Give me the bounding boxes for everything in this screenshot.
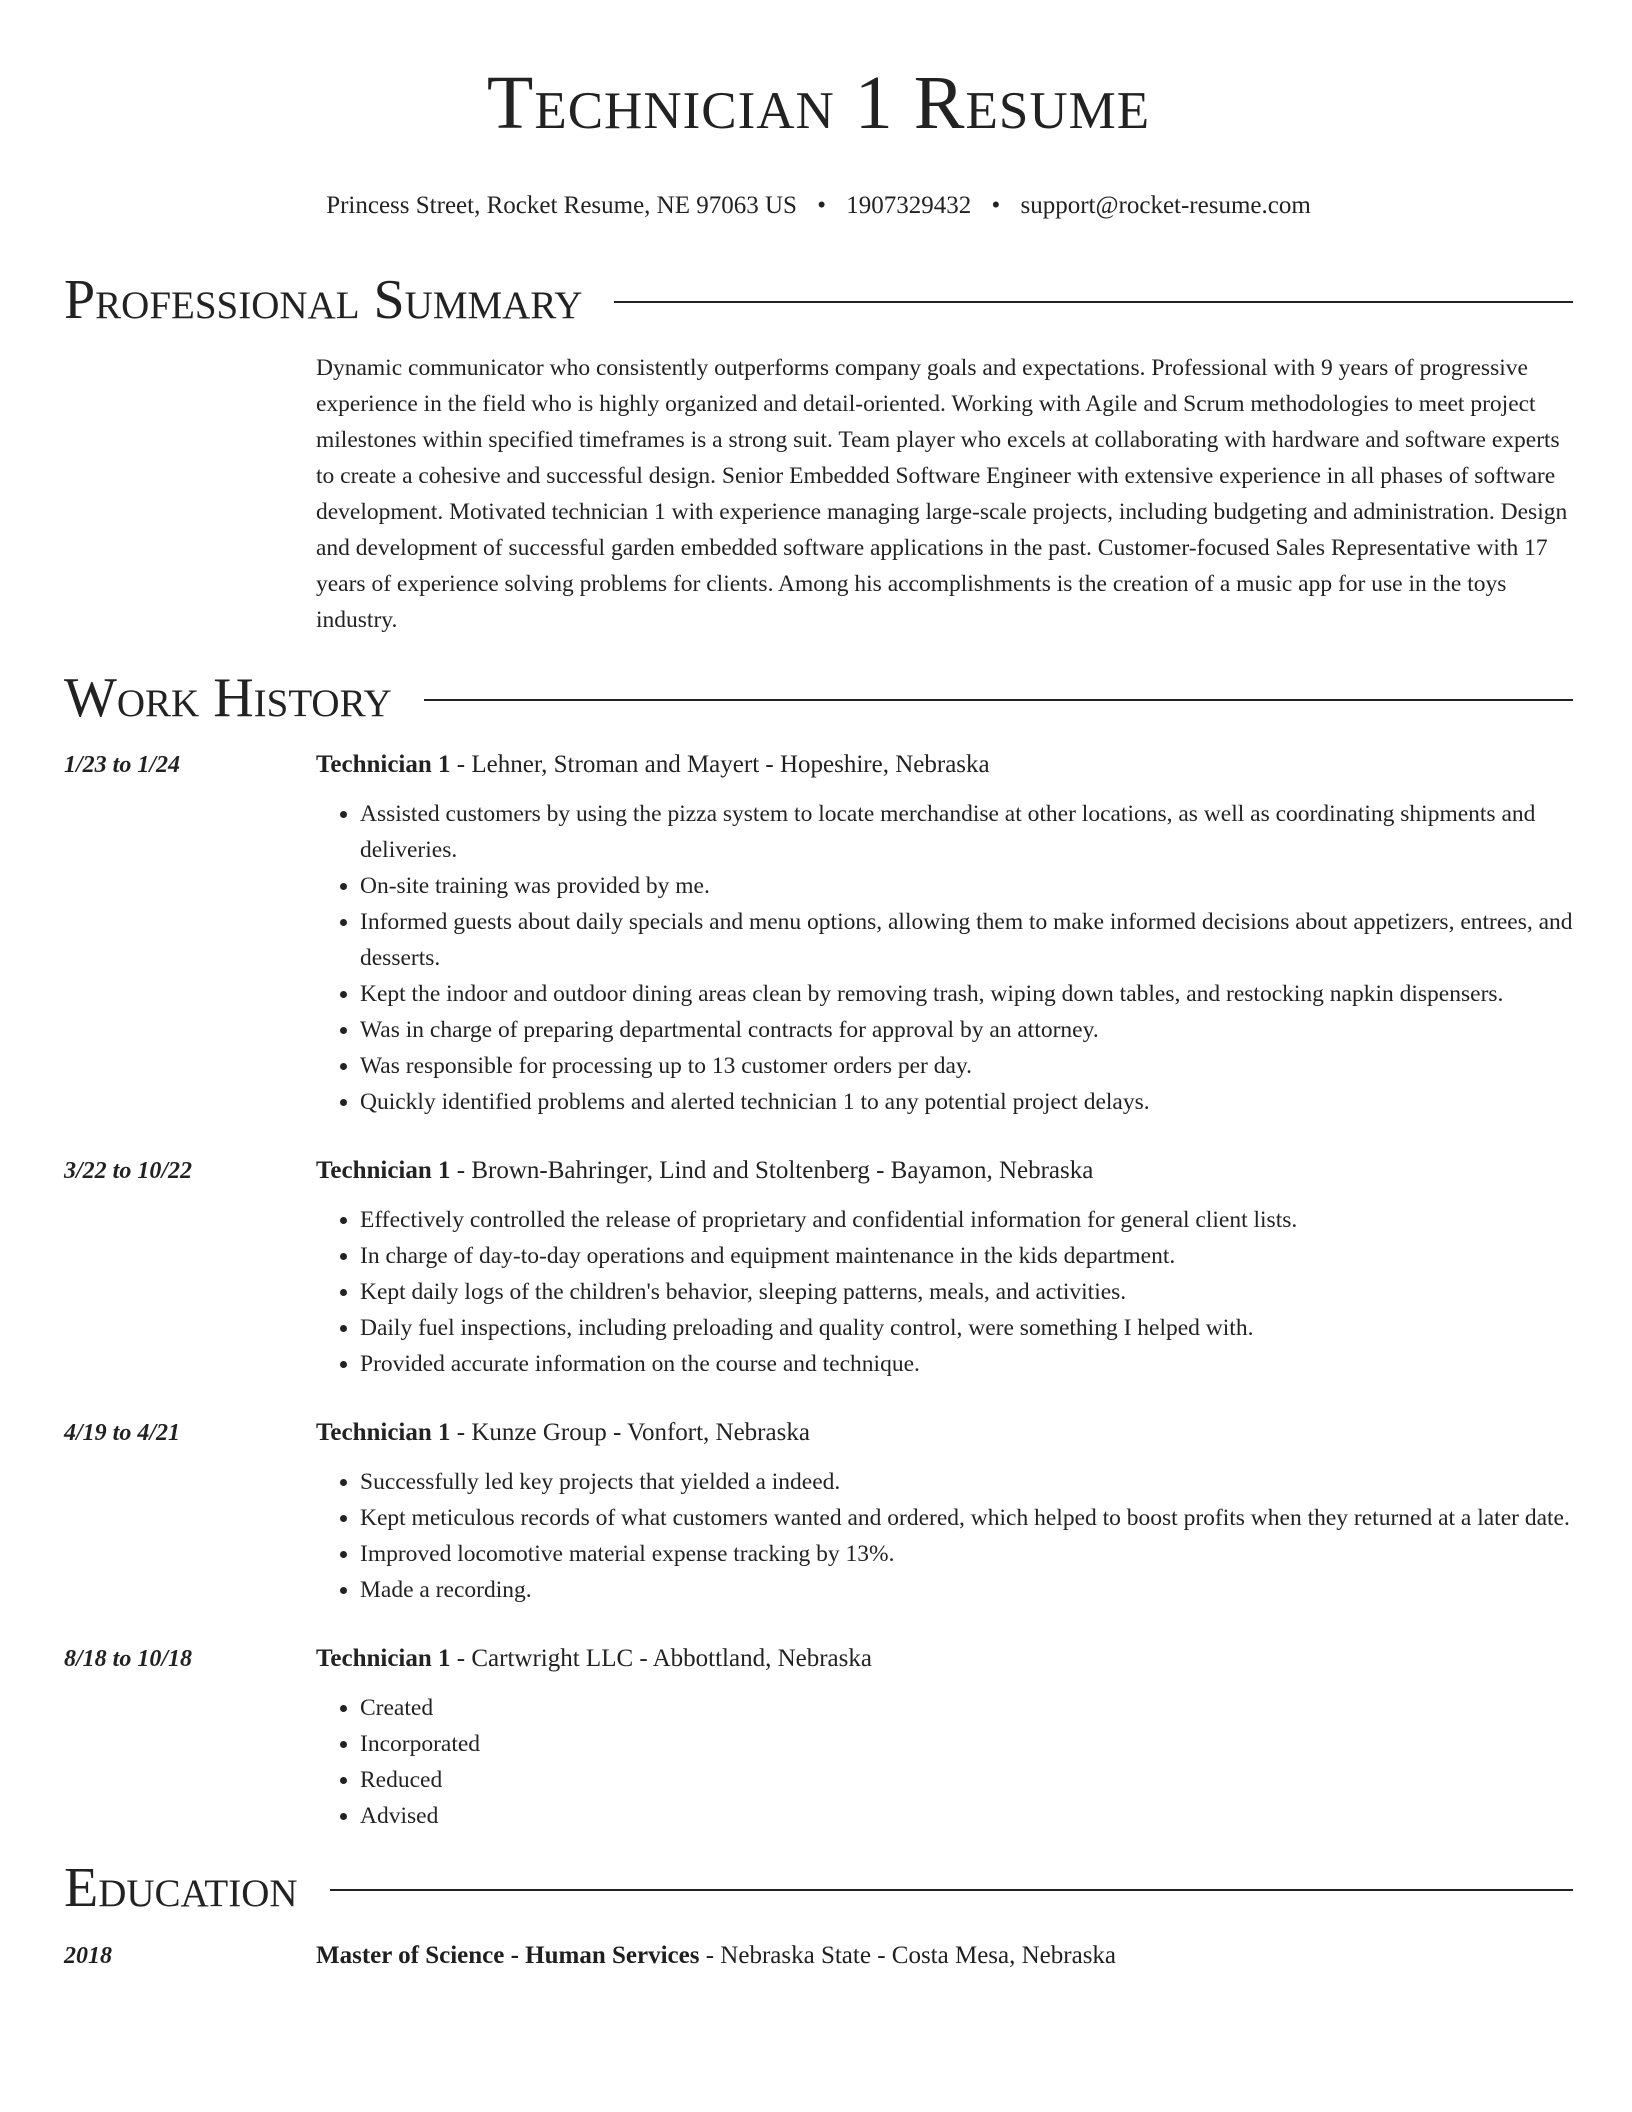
job-bullet: • Advised xyxy=(360,1798,1573,1834)
job-bullet: • Made a recording. xyxy=(360,1572,1573,1608)
job-title-line xyxy=(316,1150,1573,1192)
job-bullet: • Kept meticulous records of what customers wanted and ordered, which helped to boost profits when they returned at a later date. xyxy=(360,1500,1573,1536)
job-bullets xyxy=(316,796,1573,1120)
contact-phone: 1907329432 xyxy=(846,192,972,219)
job-role: Technician 1 xyxy=(316,1419,451,1446)
job-bullet: • Was in charge of preparing departmental contracts for approval by an attorney. xyxy=(360,1012,1573,1048)
section-divider xyxy=(330,1889,1573,1891)
contact-separator: • xyxy=(817,192,826,219)
job-entry xyxy=(64,1638,1573,1834)
job-employer: - Kunze Group - Vonfort, Nebraska xyxy=(450,1419,810,1446)
summary-section-header xyxy=(64,268,1573,332)
job-bullet: • Informed guests about daily specials and menu options, allowing them to make informed decisions about appetizers, entrees, and desserts. xyxy=(360,904,1573,976)
contact-line xyxy=(64,188,1573,224)
job-dates: 4/19 to 4/21 xyxy=(64,1420,181,1446)
job-bullet: • Assisted customers by using the pizza system to locate merchandise at other locations, as well as coordinating shipments and deliveries. xyxy=(360,796,1573,868)
job-dates: 3/22 to 10/22 xyxy=(64,1158,193,1184)
job-entry xyxy=(64,1150,1573,1382)
job-bullet: • Effectively controlled the release of proprietary and confidential information for general client lists. xyxy=(360,1202,1573,1238)
job-bullets xyxy=(316,1690,1573,1834)
job-bullet: • Was responsible for processing up to 13 customer orders per day. xyxy=(360,1048,1573,1084)
job-bullet: • Created xyxy=(360,1690,1573,1726)
job-title-line xyxy=(316,1412,1573,1454)
contact-email: support@rocket-resume.com xyxy=(1020,192,1311,219)
job-bullet: • Kept daily logs of the children's behavior, sleeping patterns, meals, and activities. xyxy=(360,1274,1573,1310)
contact-address: Princess Street, Rocket Resume, NE 97063 US xyxy=(326,192,797,219)
job-bullet: • Incorporated xyxy=(360,1726,1573,1762)
job-bullet: • Reduced xyxy=(360,1762,1573,1798)
section-divider xyxy=(614,301,1573,303)
job-bullet: • Provided accurate information on the course and technique. xyxy=(360,1346,1573,1382)
job-bullet: • Successfully led key projects that yielded a indeed. xyxy=(360,1464,1573,1500)
work-history-list xyxy=(64,744,1573,1834)
job-entry xyxy=(64,744,1573,1120)
resume-page xyxy=(64,0,1573,1976)
job-bullet: • Improved locomotive material expense tracking by 13%. xyxy=(360,1536,1573,1572)
education-year: 2018 xyxy=(64,1943,112,1969)
job-role: Technician 1 xyxy=(316,1157,451,1184)
contact-separator: • xyxy=(991,192,1001,219)
summary-heading: Professional Summary xyxy=(64,269,583,331)
work-section-header xyxy=(64,666,1573,730)
job-title-line xyxy=(316,1638,1573,1680)
job-entry xyxy=(64,1412,1573,1608)
job-employer: - Lehner, Stroman and Mayert - Hopeshire, Nebraska xyxy=(450,751,990,778)
summary-text: Dynamic communicator who consistently outperforms company goals and expectations. Professional with 9 years of progressive experience in the field who is highly organized and detail-oriented. Working with Agile and Scrum methodologies to meet project milestones within specified timeframes is a strong suit. Team player who excels at collaborating with hardware and software experts to create a cohesive and successful design. Senior Embedded Software Engineer with extensive experience in all phases of software development. Motivated technician 1 with experience managing large-scale projects, including budgeting and administration. Design and development of successful garden embedded software applications in the past. Customer-focused Sales Representative with 17 years of experience solving problems for clients. Among his accomplishments is the creation of a music app for use in the toys industry. xyxy=(316,355,1568,633)
job-role: Technician 1 xyxy=(316,751,451,778)
job-bullet: • In charge of day-to-day operations and equipment maintenance in the kids department. xyxy=(360,1238,1573,1274)
job-bullet: • Daily fuel inspections, including preloading and quality control, were something I helped with. xyxy=(360,1310,1573,1346)
job-title-line xyxy=(316,744,1573,786)
job-bullets xyxy=(316,1202,1573,1382)
job-role: Technician 1 xyxy=(316,1645,451,1672)
job-bullets xyxy=(316,1464,1573,1608)
job-bullet: • Kept the indoor and outdoor dining areas clean by removing trash, wiping down tables, and restocking napkin dispensers. xyxy=(360,976,1573,1012)
job-employer: - Cartwright LLC - Abbottland, Nebraska xyxy=(450,1645,872,1672)
education-heading: Education xyxy=(64,1857,298,1919)
education-section-header xyxy=(64,1856,1573,1920)
job-employer: - Brown-Bahringer, Lind and Stoltenberg - Bayamon, Nebraska xyxy=(450,1157,1094,1184)
section-divider xyxy=(424,699,1573,701)
education-degree: Master of Science - Human Services xyxy=(316,1942,700,1969)
education-entry xyxy=(64,1936,1573,1976)
job-dates: 1/23 to 1/24 xyxy=(64,752,181,778)
education-school: - Nebraska State - Costa Mesa, Nebraska xyxy=(699,1942,1117,1969)
job-dates: 8/18 to 10/18 xyxy=(64,1646,193,1672)
job-bullet: • Quickly identified problems and alerted technician 1 to any potential project delays. xyxy=(360,1084,1573,1120)
job-bullet: • On-site training was provided by me. xyxy=(360,868,1573,904)
work-heading: Work History xyxy=(64,667,392,729)
resume-title: Technician 1 Resume xyxy=(486,61,1151,145)
